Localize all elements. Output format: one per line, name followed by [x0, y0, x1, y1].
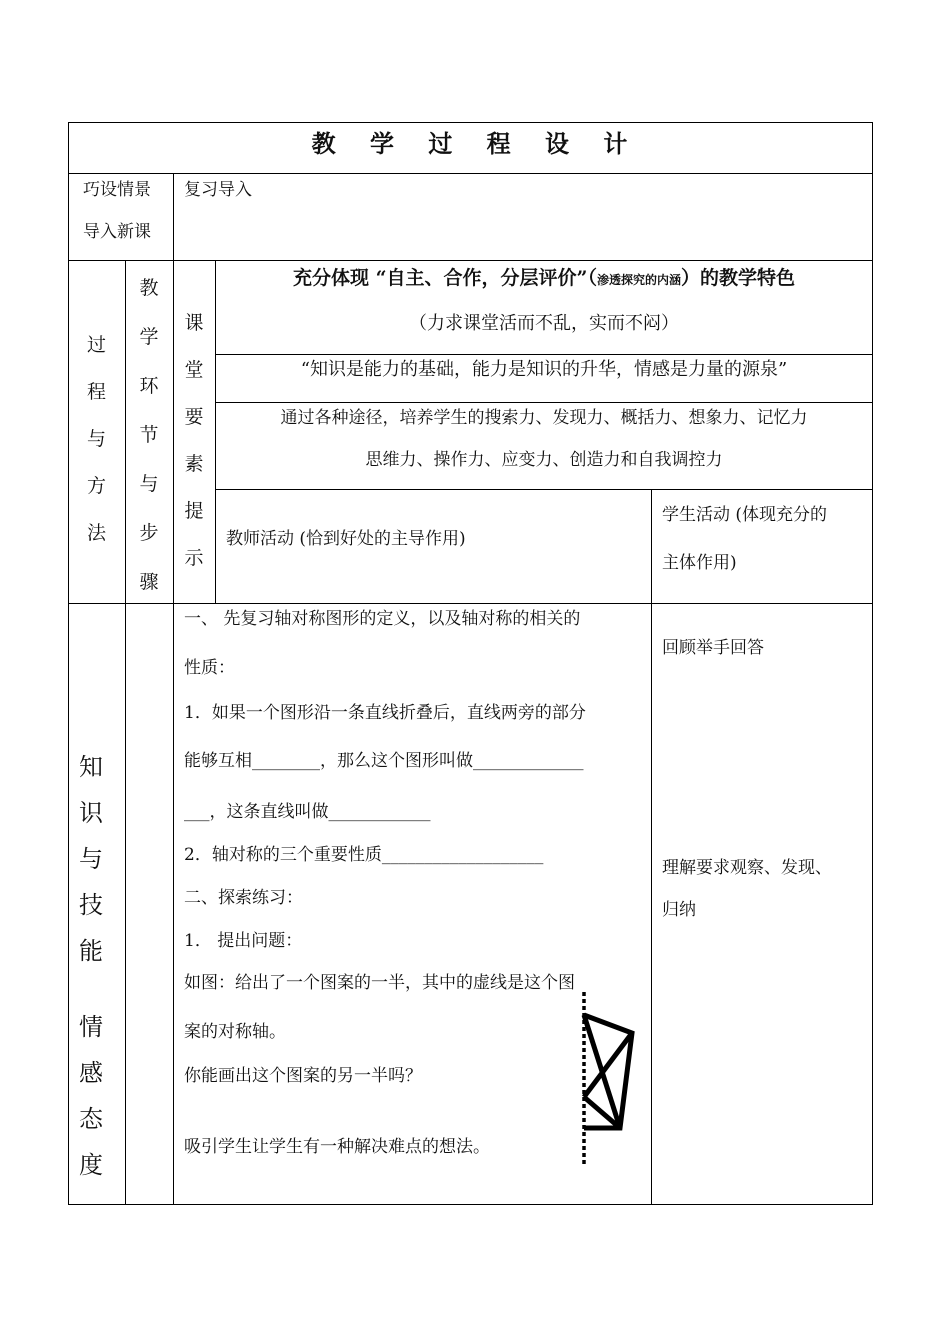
hints-char: 素	[184, 453, 204, 475]
intro-label-line1: 巧设情景	[83, 180, 151, 200]
lesson-line: 2．轴对称的三个重要性质___________________	[184, 845, 544, 865]
table-border-top	[68, 122, 873, 123]
col-divider-activity	[651, 489, 652, 1205]
knowledge-char: 感	[79, 1059, 103, 1087]
feature-text-b: ）的教学特色	[680, 267, 795, 289]
symmetry-figure	[570, 990, 650, 1170]
hints-char: 堂	[184, 359, 204, 381]
classroom-hints-label	[173, 300, 215, 582]
lesson-line: 案的对称轴。	[184, 1022, 286, 1042]
col-divider-intro	[173, 173, 174, 260]
feature-line-2: （力求课堂活而不乱，实而不闷）	[409, 313, 679, 334]
feature-divider	[215, 354, 873, 355]
process-char: 与	[86, 428, 106, 450]
knowledge-char: 与	[79, 845, 103, 873]
row-divider-title	[68, 173, 873, 174]
steps-char: 教	[139, 277, 159, 299]
hints-char: 示	[184, 547, 204, 569]
hints-char: 提	[184, 500, 204, 522]
knowledge-char: 识	[79, 799, 103, 827]
hints-char: 课	[184, 312, 204, 334]
student-response-1: 回顾举手回答	[662, 638, 764, 658]
lesson-line: ___，这条直线叫做____________	[184, 802, 431, 822]
knowledge-emotion-label	[68, 744, 114, 1188]
knowledge-char: 技	[79, 891, 103, 919]
lesson-line: 一、 先复习轴对称图形的定义，以及轴对称的相关的	[184, 609, 581, 629]
steps-char: 环	[139, 375, 159, 397]
lesson-line: 能够互相________，那么这个图形叫做_____________	[184, 751, 584, 771]
student-activity-header-2: 主体作用)	[662, 553, 737, 573]
table-border-right	[872, 122, 873, 1205]
student-activity-header-1: 学生活动 (体现充分的	[662, 505, 828, 525]
lesson-line: 如图：给出了一个图案的一半，其中的虚线是这个图	[184, 973, 575, 993]
intro-label-line2: 导入新课	[83, 222, 151, 242]
steps-char: 步	[139, 522, 159, 544]
process-char: 方	[86, 475, 106, 497]
process-method-label	[68, 322, 125, 557]
process-char: 过	[86, 334, 106, 356]
row-divider-process	[68, 603, 873, 604]
knowledge-char: 能	[79, 937, 103, 965]
knowledge-char: 情	[79, 1013, 103, 1041]
lesson-line: 吸引学生让学生有一种解决难点的想法。	[184, 1137, 490, 1157]
abilities-line-1: 通过各种途径，培养学生的搜索力、发现力、概括力、想象力、记忆力	[280, 408, 808, 428]
process-char: 法	[86, 522, 106, 544]
teacher-activity-header: 教师活动 (恰到好处的主导作用)	[226, 529, 466, 549]
lesson-line: 性质：	[184, 658, 235, 678]
lesson-line: 二、探索练习：	[184, 888, 303, 908]
lesson-line: 1． 提出问题：	[184, 931, 303, 951]
lesson-line: 你能画出这个图案的另一半吗？	[184, 1066, 422, 1086]
row-divider-intro	[68, 260, 873, 261]
steps-char: 骤	[139, 571, 159, 593]
quote-divider	[215, 402, 873, 403]
lesson-line: 1．如果一个图形沿一条直线折叠后，直线两旁的部分	[184, 703, 586, 723]
knowledge-char: 度	[79, 1151, 103, 1179]
hints-char: 要	[184, 406, 204, 428]
table-border-bottom	[68, 1204, 873, 1205]
teaching-steps-label	[125, 264, 173, 607]
feature-text-small: 渗透探究的内涵	[596, 273, 681, 287]
intro-content: 复习导入	[184, 180, 252, 200]
steps-char: 与	[139, 473, 159, 495]
col-divider-3	[215, 260, 216, 603]
knowledge-char: 知	[79, 753, 103, 781]
page-title: 教 学 过 程 设 计	[311, 129, 630, 158]
steps-char: 学	[139, 326, 159, 348]
steps-char: 节	[139, 424, 159, 446]
quote-text: “知识是能力的基础，能力是知识的升华，情感是力量的源泉”	[300, 359, 788, 380]
abilities-line-2: 思维力、操作力、应变力、创造力和自我调控力	[365, 450, 723, 470]
abilities-divider	[215, 489, 873, 490]
feature-line-1	[216, 266, 872, 292]
knowledge-char: 态	[79, 1105, 103, 1133]
feature-text-a: 充分体现 “自主、合作，分层评价”（	[292, 267, 597, 289]
student-response-2-line1: 理解要求观察、发现、	[662, 858, 832, 878]
process-char: 程	[86, 381, 106, 403]
student-response-2-line2: 归纳	[662, 900, 696, 920]
